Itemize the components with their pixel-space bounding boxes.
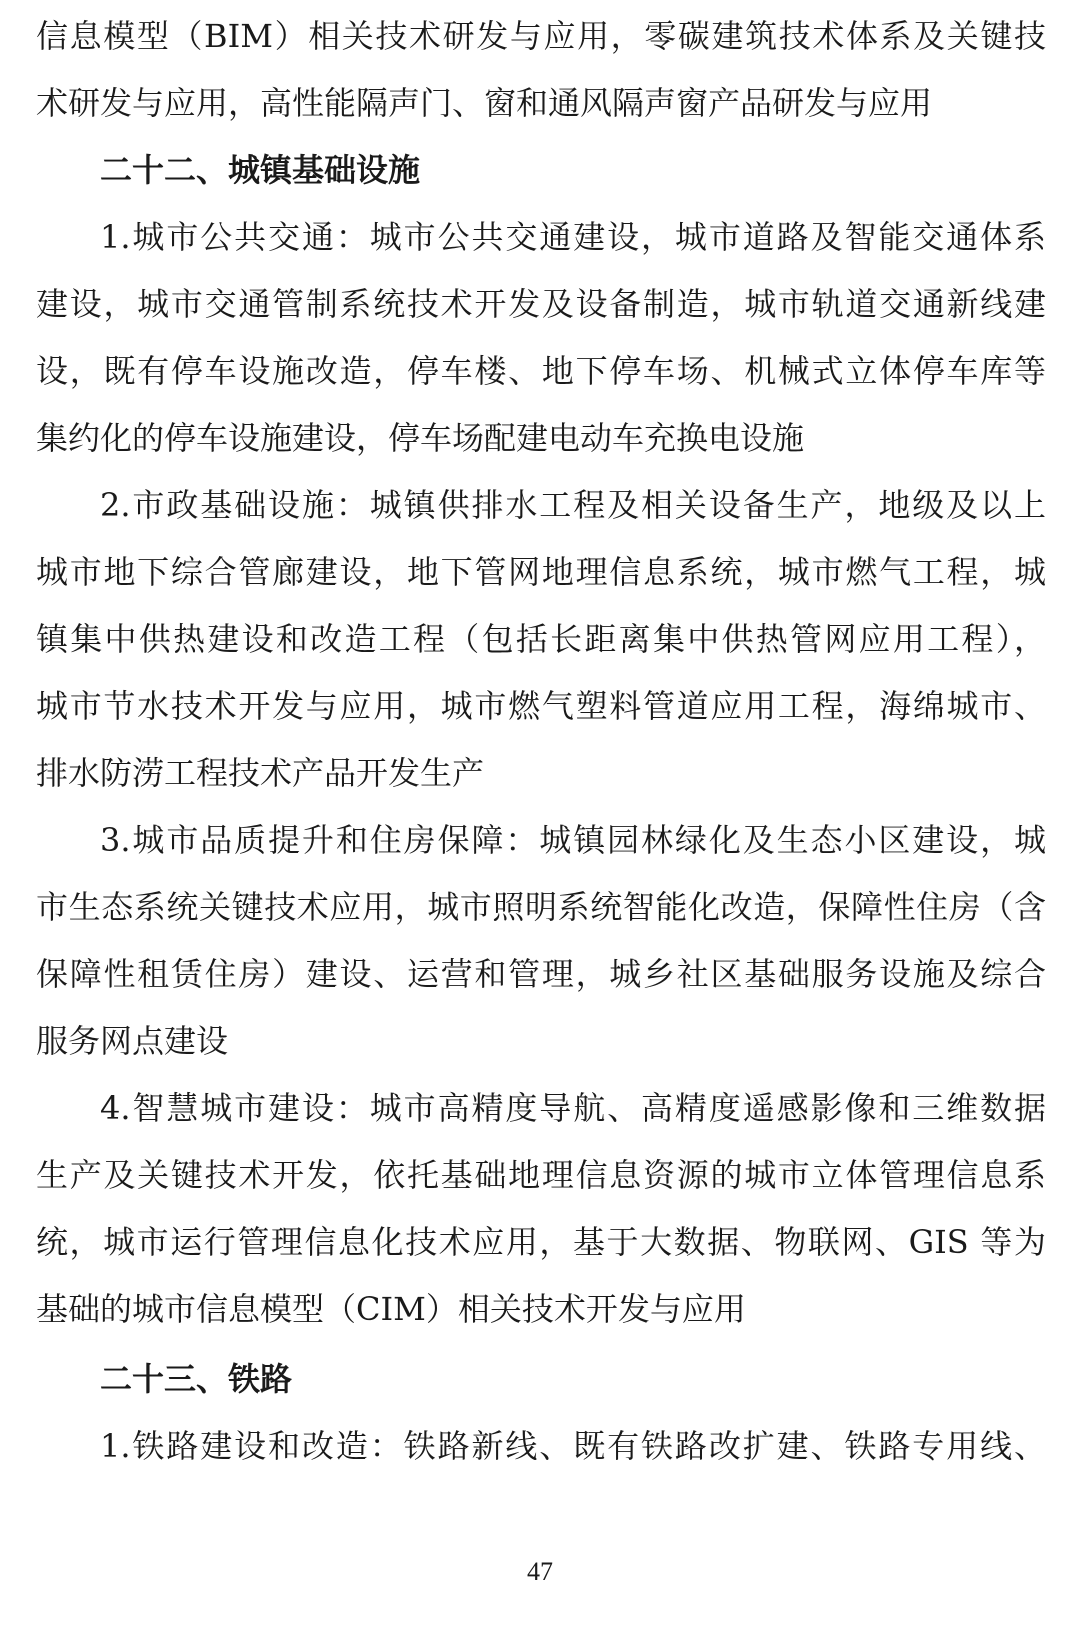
- body-text-line: 市生态系统关键技术应用，城市照明系统智能化改造，保障性住房（含: [36, 888, 1046, 926]
- page-number: 47: [527, 1557, 553, 1586]
- body-text-line: 设，既有停车设施改造，停车楼、地下停车场、机械式立体停车库等: [36, 352, 1046, 390]
- body-text-line: 3.城市品质提升和住房保障：城镇园林绿化及生态小区建设，城: [100, 821, 1046, 859]
- body-text-line: 排水防涝工程技术产品开发生产: [36, 754, 485, 792]
- section-heading: 二十二、城镇基础设施: [100, 151, 421, 189]
- body-text-line: 4.智慧城市建设：城市高精度导航、高精度遥感影像和三维数据: [100, 1089, 1046, 1127]
- body-text-line: 基础的城市信息模型（CIM）相关技术开发与应用: [36, 1290, 746, 1328]
- body-text-line: 服务网点建设: [36, 1022, 229, 1060]
- body-text-line: 信息模型（BIM）相关技术研发与应用，零碳建筑技术体系及关键技: [36, 17, 1046, 55]
- body-text-line: 集约化的停车设施建设，停车场配建电动车充换电设施: [36, 419, 805, 457]
- body-text-line: 城市地下综合管廊建设，地下管网地理信息系统，城市燃气工程，城: [36, 553, 1046, 591]
- body-text-line: 1.城市公共交通：城市公共交通建设，城市道路及智能交通体系: [100, 218, 1046, 256]
- body-text-line: 城市节水技术开发与应用，城市燃气塑料管道应用工程，海绵城市、: [36, 687, 1046, 725]
- body-text-line: 建设，城市交通管制系统技术开发及设备制造，城市轨道交通新线建: [36, 285, 1046, 323]
- body-text-line: 统，城市运行管理信息化技术应用，基于大数据、物联网、GIS 等为: [36, 1223, 1046, 1261]
- body-text-line: 1.铁路建设和改造：铁路新线、既有铁路改扩建、铁路专用线、: [100, 1427, 1046, 1465]
- body-text-line: 保障性租赁住房）建设、运营和管理，城乡社区基础服务设施及综合: [36, 955, 1046, 993]
- section-heading: 二十三、铁路: [100, 1360, 293, 1398]
- body-text-line: 术研发与应用，高性能隔声门、窗和通风隔声窗产品研发与应用: [36, 84, 933, 122]
- body-text-line: 生产及关键技术开发，依托基础地理信息资源的城市立体管理信息系: [36, 1156, 1046, 1194]
- body-text-line: 镇集中供热建设和改造工程（包括长距离集中供热管网应用工程），: [36, 620, 1046, 658]
- body-text-line: 2.市政基础设施：城镇供排水工程及相关设备生产，地级及以上: [100, 486, 1046, 524]
